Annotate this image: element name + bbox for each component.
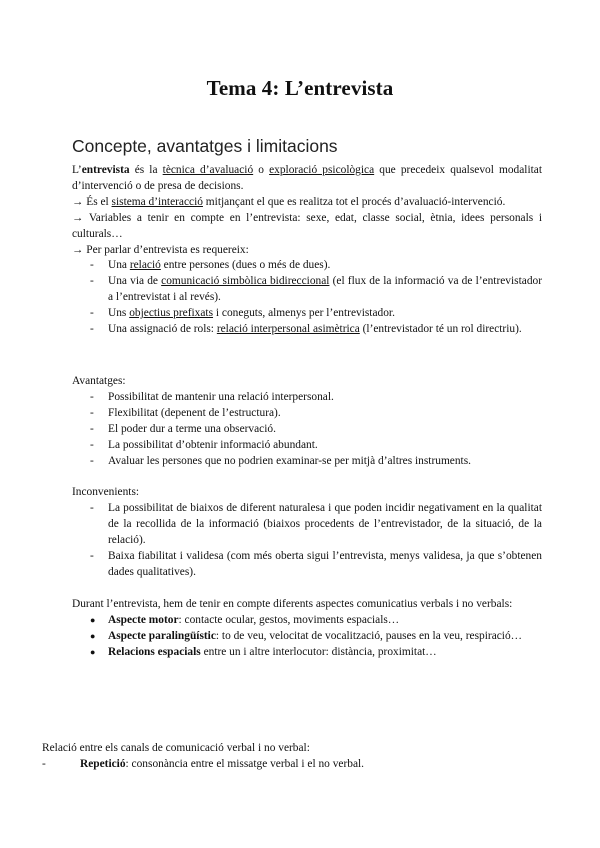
list-item: ● Relacions espacials entre un i altre interlocutor: distància, proximitat… [72, 645, 542, 661]
communication-list [72, 613, 542, 661]
requirements-list [72, 258, 542, 338]
arrow-item-2: → Variables a tenir en compte en l’entrevista: sexe, edat, classe social, ètnia, idees personals i culturals… [72, 211, 542, 240]
drawbacks-list [72, 501, 542, 581]
communication-intro: Durant l’entrevista, hem de tenir en compte diferents aspectes comunicatius verbals i no verbals: [72, 598, 513, 610]
list-item: ● Aspecte paralingüístic: to de veu, velocitat de vocalització, pauses en la veu, respiració… [72, 629, 542, 645]
list-item: - El poder dur a terme una observació. [72, 422, 542, 438]
list-item: - Possibilitat de mantenir una relació interpersonal. [72, 390, 542, 406]
link-sistema-interaccio: sistema d’interacció [111, 195, 203, 208]
list-item: - Flexibilitat (depenent de l’estructura). [72, 406, 542, 422]
list-item: - La possibilitat de biaixos de diferent naturalesa i que poden incidir negativament en la qualitat de la recollida de la informació (biaixos procedents de l’entrevistador, de la situació, de la relació). [72, 501, 542, 549]
page-title: Tema 4: L’entrevista [206, 76, 394, 100]
arrow-item-1: → És el sistema d’interacció mitjançant el que es realitza tot el procés d’avaluació-intervenció. [72, 195, 506, 208]
link-tecnica-avaluacio: tècnica d’avaluació [162, 164, 254, 176]
advantages-heading: Avantatges: [72, 375, 126, 387]
list-item: - Una relació entre persones (dues o més de dues). [72, 258, 542, 274]
intro-paragraph: L’entrevista és la tècnica d’avaluació o exploració psicològica que precedeix qualsevol modalitat d’intervenció o de presa de decisions. [72, 164, 543, 192]
list-item: - Baixa fiabilitat i validesa (com més oberta sigui l’entrevista, menys validesa, ja que s’obtenen dades qualitatives). [72, 549, 542, 581]
intro-block [72, 163, 542, 338]
list-item: - Una via de comunicació simbòlica bidireccional (el flux de la informació va de l’entrevistador a l’entrevistat i al revés). [72, 274, 542, 306]
list-item: - Avaluar les persones que no podrien examinar-se per mitjà d’altres instruments. [72, 454, 542, 470]
drawbacks-heading: Inconvenients: [72, 486, 140, 498]
list-item: - Una assignació de rols: relació interpersonal asimètrica (l’entrevistador té un rol directriu). [72, 322, 542, 338]
advantages-block [72, 374, 542, 469]
list-item: ● Aspecte motor: contacte ocular, gestos, moviments espacials… [72, 613, 542, 629]
footer-intro: Relació entre els canals de comunicació verbal i no verbal: [42, 742, 310, 754]
list-item: - Repetició: consonància entre el missatge verbal i el no verbal. [42, 756, 562, 772]
list-item: - La possibilitat d’obtenir informació abundant. [72, 438, 542, 454]
footer-block [42, 740, 562, 772]
term-entrevista: entrevista [81, 164, 130, 176]
communication-block [72, 597, 542, 661]
link-exploracio-psicologica: exploració psicològica [269, 164, 375, 176]
advantages-list [72, 390, 542, 470]
arrow-item-3: → Per parlar d’entrevista es requereix: [72, 243, 249, 256]
section-heading: Concepte, avantatges i limitacions [72, 136, 338, 156]
list-item: - Uns objectius prefixats i coneguts, almenys per l’entrevistador. [72, 306, 542, 322]
drawbacks-block [72, 485, 542, 580]
